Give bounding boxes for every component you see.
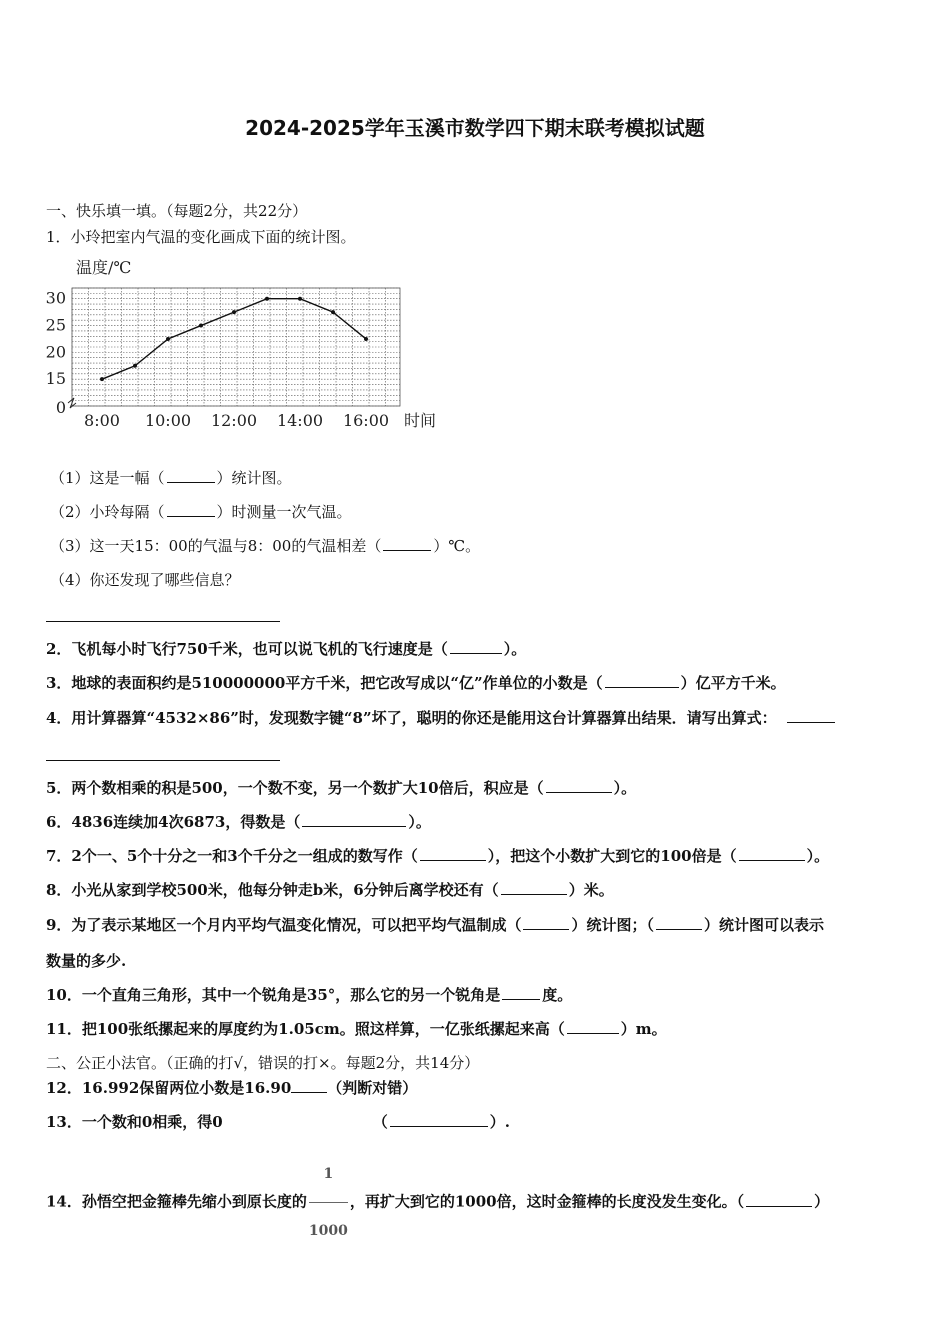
question-9-continued: 数量的多少. (46, 952, 127, 970)
question-9: 9．为了表示某地区一个月内平均气温变化情况，可以把平均气温制成（ ）统计图；（ ）统计图可以表示 (46, 916, 824, 934)
answer-line[interactable] (46, 760, 280, 761)
x-tick-label: 10:00 (144, 411, 192, 430)
answer-blank[interactable] (167, 468, 215, 483)
data-point (166, 337, 170, 341)
data-point (133, 364, 137, 368)
data-point (364, 337, 368, 341)
answer-blank[interactable] (523, 915, 569, 930)
answer-blank[interactable] (787, 708, 835, 723)
question-1-sub-4: （4）你还发现了哪些信息？ (50, 571, 240, 589)
section-1-heading: 一、快乐填一填。（每题2分，共22分） (46, 202, 308, 220)
temperature-line-chart (45, 254, 448, 440)
x-tick-label: 8:00 (84, 411, 120, 430)
answer-blank[interactable] (605, 673, 679, 688)
answer-blank[interactable] (746, 1192, 812, 1207)
question-8: 8．小光从家到学校500米，他每分钟走b米，6分钟后离学校还有（ ）米。 (46, 881, 614, 899)
data-point (298, 297, 302, 301)
fraction: $\frac{1}{1000}$ (309, 1148, 348, 1257)
question-4: 4．用计算器算“4532×86”时，发现数字键“8”坏了，聪明的你还是能用这台计算器算出结果．请写出算式： (46, 708, 837, 728)
y-tick-label: 20 (45, 342, 66, 362)
x-tick-label: 14:00 (276, 411, 324, 430)
answer-line[interactable] (46, 621, 280, 622)
x-axis-label: 时间 (404, 411, 437, 430)
question-7: 7．2个一、5个十分之一和3个千分之一组成的数写作（ ），把这个小数扩大到它的100倍是（ ）。 (46, 847, 830, 865)
question-12: 12．16.992保留两位小数是16.90 （判断对错） (46, 1079, 418, 1097)
question-3: 3．地球的表面积约是510000000平方千米，把它改写成以“亿”作单位的小数是（ ）亿平方千米。 (46, 674, 786, 692)
y-tick-label: 25 (45, 315, 66, 335)
answer-blank[interactable] (420, 846, 486, 861)
question-6: 6．4836连续加4次6873，得数是（ ）。 (46, 813, 431, 831)
question-14: 14．孙悟空把金箍棒先缩小到原长度的 $\frac{1}{1000}$ ，再扩大到它的1000倍，这时金箍棒的长度没发生变化。（ ） (46, 1148, 829, 1257)
section-2-heading: 二、公正小法官。（正确的打√，错误的打×。每题2分，共14分） (46, 1054, 480, 1072)
chart-labels (46, 258, 436, 430)
data-point (331, 310, 335, 314)
answer-blank[interactable] (502, 985, 540, 1000)
axis-break-mark (68, 398, 76, 408)
question-11: 11．把100张纸摞起来的厚度约为1.05cm。照这样算，一亿张纸摞起来高（ ）m。 (46, 1020, 667, 1038)
y-tick-label: 0 (55, 398, 66, 417)
question-10: 10．一个直角三角形，其中一个锐角是35°，那么它的另一个锐角是 度。 (46, 986, 573, 1004)
answer-blank[interactable] (167, 502, 215, 517)
chart-grid (72, 288, 400, 406)
answer-blank[interactable] (501, 880, 567, 895)
y-axis-label: 温度/℃ (76, 258, 132, 277)
answer-blank[interactable] (383, 536, 431, 551)
question-5: 5．两个数相乘的积是500，一个数不变，另一个数扩大10倍后，积应是（ ）。 (46, 779, 637, 797)
answer-blank[interactable] (450, 639, 502, 654)
x-tick-label: 16:00 (342, 411, 390, 430)
answer-blank[interactable] (656, 915, 702, 930)
y-tick-label: 15 (45, 369, 66, 389)
answer-blank[interactable] (291, 1078, 327, 1093)
data-point (232, 310, 236, 314)
data-point (265, 297, 269, 301)
answer-blank[interactable] (302, 812, 406, 827)
question-13: 13．一个数和0相乘，得0 （ ）. (46, 1113, 510, 1131)
data-point (199, 324, 203, 328)
answer-blank[interactable] (567, 1019, 619, 1034)
question-2: 2．飞机每小时飞行750千米，也可以说飞机的飞行速度是（ ）。 (46, 640, 527, 658)
answer-blank[interactable] (390, 1112, 488, 1127)
question-1-sub-1: （1）这是一幅（ ）统计图。 (50, 469, 292, 487)
question-1-stem: 1．小玲把室内气温的变化画成下面的统计图。 (46, 228, 356, 246)
question-1-sub-3: （3）这一天15：00的气温与8：00的气温相差（ ）℃。 (50, 537, 481, 555)
x-tick-label: 12:00 (210, 411, 258, 430)
page-title: 2024-2025学年玉溪市数学四下期末联考模拟试题 (245, 116, 705, 140)
answer-blank[interactable] (739, 846, 805, 861)
answer-blank[interactable] (546, 778, 612, 793)
data-point (100, 377, 104, 381)
question-1-sub-2: （2）小玲每隔（ ）时测量一次气温。 (50, 503, 352, 521)
y-tick-label: 30 (45, 288, 66, 308)
